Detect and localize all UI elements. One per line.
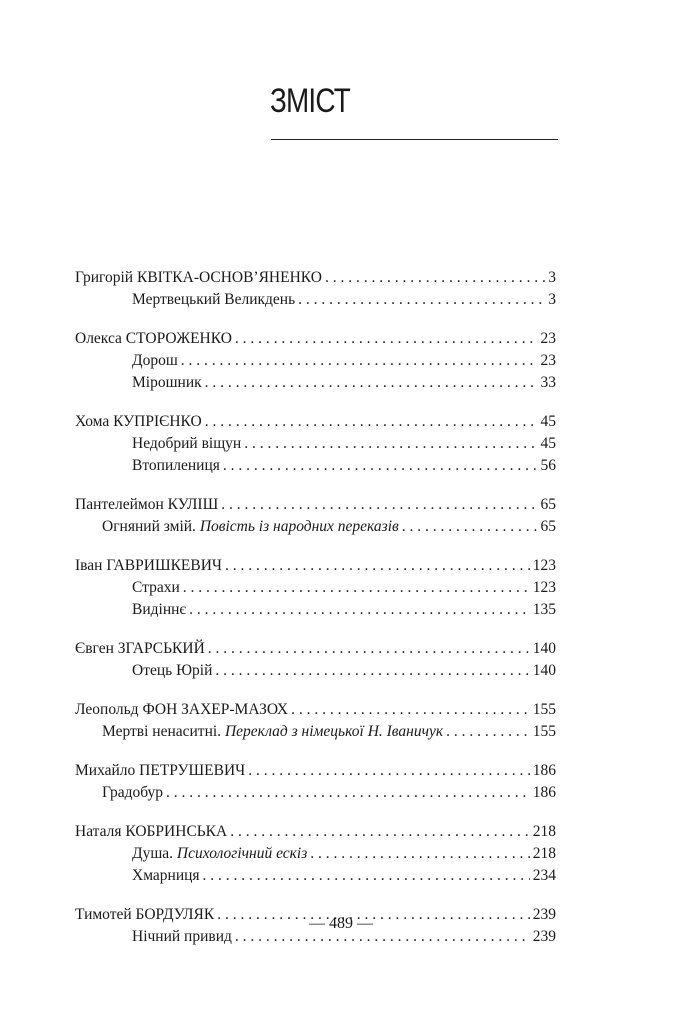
toc-work-subtitle: Повість із народних переказів bbox=[199, 518, 399, 535]
toc-work-label bbox=[102, 721, 443, 743]
toc-work-row[interactable] bbox=[75, 289, 556, 311]
toc-author-group bbox=[75, 494, 556, 538]
dot-leader bbox=[402, 516, 538, 538]
toc-page-number: 123 bbox=[532, 557, 556, 574]
toc-work-title: Втопилениця bbox=[132, 457, 220, 474]
toc-work-label bbox=[102, 782, 163, 804]
toc-author-group bbox=[75, 555, 556, 621]
toc-work-label bbox=[132, 865, 200, 887]
toc-author-group bbox=[75, 760, 556, 804]
dot-leader bbox=[183, 577, 530, 599]
toc-author-name: Григорій КВІТКА-ОСНОВ’ЯНЕНКО bbox=[75, 269, 322, 286]
toc-page-number: 135 bbox=[532, 601, 556, 618]
toc-work-title: Страхи bbox=[132, 579, 180, 596]
title-rule bbox=[271, 139, 558, 140]
toc-author-row[interactable] bbox=[75, 411, 556, 433]
dot-leader bbox=[203, 865, 530, 887]
toc-page-number: 56 bbox=[540, 457, 556, 474]
toc-work-row[interactable] bbox=[75, 372, 556, 394]
toc-work-label bbox=[132, 289, 295, 311]
toc-work-row[interactable] bbox=[75, 660, 556, 682]
toc-work-subtitle: Переклад з німецької Н. Іваничук bbox=[224, 723, 444, 740]
toc-work-label bbox=[102, 516, 399, 538]
toc-page-number: 234 bbox=[532, 867, 556, 884]
toc-work-label bbox=[132, 599, 186, 621]
toc-author-group bbox=[75, 328, 556, 394]
dot-leader bbox=[325, 267, 545, 289]
toc-author-row[interactable] bbox=[75, 267, 556, 289]
dot-leader bbox=[248, 760, 530, 782]
dot-leader bbox=[230, 821, 530, 843]
toc-work-row[interactable] bbox=[75, 516, 556, 538]
dot-leader bbox=[446, 721, 530, 743]
dot-leader bbox=[225, 555, 530, 577]
toc-page-number: 45 bbox=[540, 413, 556, 430]
dot-leader bbox=[298, 289, 545, 311]
toc-work-title: Дорош bbox=[132, 352, 178, 369]
dot-leader bbox=[208, 638, 530, 660]
dot-leader bbox=[235, 328, 538, 350]
toc-work-label bbox=[132, 660, 212, 682]
toc-work-label bbox=[132, 372, 202, 394]
toc-page-number: 123 bbox=[532, 579, 556, 596]
toc-work-row[interactable] bbox=[75, 843, 556, 865]
toc-author-group bbox=[75, 638, 556, 682]
toc-work-label bbox=[132, 433, 241, 455]
toc-work-title: Нічний привид bbox=[132, 928, 232, 945]
toc-work-title: Градобур bbox=[102, 784, 164, 801]
toc-author-name: Олекса СТОРОЖЕНКО bbox=[75, 330, 232, 347]
toc-work-row[interactable] bbox=[75, 577, 556, 599]
toc-page-number: 155 bbox=[532, 701, 556, 718]
dot-leader bbox=[166, 782, 530, 804]
toc-page-number: 155 bbox=[532, 723, 556, 740]
dot-leader bbox=[291, 699, 530, 721]
toc-page-number: 140 bbox=[532, 662, 556, 679]
page-title: ЗМІСТ bbox=[270, 82, 350, 120]
toc-page-number: 65 bbox=[540, 518, 556, 535]
toc-author-name: Іван ГАВРИШКЕВИЧ bbox=[75, 557, 222, 574]
toc-author-name: Євген ЗГАРСЬКИЙ bbox=[75, 640, 205, 657]
toc-author-group bbox=[75, 411, 556, 477]
toc-work-row[interactable] bbox=[75, 350, 556, 372]
dot-leader bbox=[205, 372, 538, 394]
dot-leader bbox=[223, 455, 538, 477]
toc-author-name: Михайло ПЕТРУШЕВИЧ bbox=[75, 762, 246, 779]
toc-author-name: Пантелеймон КУЛІШ bbox=[75, 496, 219, 513]
toc-page-number: 239 bbox=[532, 928, 556, 945]
toc-work-row[interactable] bbox=[75, 721, 556, 743]
dot-leader bbox=[205, 411, 538, 433]
toc-work-label bbox=[132, 455, 220, 477]
toc-work-title: Мірошник bbox=[132, 374, 202, 391]
toc-work-title: Видіннє bbox=[132, 601, 187, 618]
toc-work-label bbox=[132, 350, 178, 372]
page-number: — 489 — bbox=[309, 915, 373, 932]
toc-author-name: Леопольд ФОН ЗАХЕР-МАЗОХ bbox=[75, 701, 289, 718]
toc-author-row[interactable] bbox=[75, 328, 556, 350]
toc-work-row[interactable] bbox=[75, 865, 556, 887]
toc-author-row[interactable] bbox=[75, 699, 556, 721]
toc-work-title: Отець Юрій bbox=[132, 662, 213, 679]
toc-work-row[interactable] bbox=[75, 455, 556, 477]
toc-work-label bbox=[132, 843, 307, 865]
toc-work-title: Душа. bbox=[132, 845, 174, 862]
toc-work-title: Мертві ненаситні. bbox=[102, 723, 222, 740]
toc-author-group bbox=[75, 267, 556, 311]
toc-page-number: 218 bbox=[532, 823, 556, 840]
toc-page-number: 23 bbox=[540, 352, 556, 369]
toc-author-group bbox=[75, 821, 556, 887]
toc-work-title: Недобрий віщун bbox=[132, 435, 242, 452]
table-of-contents bbox=[75, 267, 556, 948]
toc-author-name: Тимотей БОРДУЛЯК bbox=[75, 906, 215, 923]
toc-work-subtitle: Психологічний ескіз bbox=[176, 845, 308, 862]
toc-work-row[interactable] bbox=[75, 433, 556, 455]
dot-leader bbox=[221, 494, 537, 516]
toc-author-name: Наталя КОБРИНСЬКА bbox=[75, 823, 228, 840]
dot-leader bbox=[215, 660, 529, 682]
toc-author-group bbox=[75, 699, 556, 743]
toc-work-title: Огняний змій. bbox=[102, 518, 196, 535]
toc-author-row[interactable] bbox=[75, 760, 556, 782]
toc-author-row[interactable] bbox=[75, 638, 556, 660]
toc-author-name: Хома КУПРІЄНКО bbox=[75, 413, 202, 430]
dot-leader bbox=[181, 350, 538, 372]
toc-page-number: 218 bbox=[532, 845, 556, 862]
toc-work-title: Мертвецький Великдень bbox=[132, 291, 296, 308]
toc-page-number: 140 bbox=[532, 640, 556, 657]
toc-page-number: 186 bbox=[532, 784, 556, 801]
toc-page-number: 3 bbox=[548, 291, 556, 308]
toc-work-title: Хмарниця bbox=[132, 867, 200, 884]
toc-work-label bbox=[132, 577, 180, 599]
toc-page-number: 186 bbox=[532, 762, 556, 779]
toc-author-row[interactable] bbox=[75, 821, 556, 843]
toc-author-row[interactable] bbox=[75, 494, 556, 516]
dot-leader bbox=[310, 843, 530, 865]
toc-page-number: 23 bbox=[540, 330, 556, 347]
dot-leader bbox=[244, 433, 537, 455]
toc-work-row[interactable] bbox=[75, 782, 556, 804]
toc-work-row[interactable] bbox=[75, 599, 556, 621]
toc-page-number: 45 bbox=[540, 435, 556, 452]
toc-page-number: 33 bbox=[540, 374, 556, 391]
dot-leader bbox=[189, 599, 530, 621]
toc-page-number: 65 bbox=[540, 496, 556, 513]
toc-page-number: 239 bbox=[532, 906, 556, 923]
toc-author-row[interactable] bbox=[75, 555, 556, 577]
toc-page-number: 3 bbox=[548, 269, 556, 286]
